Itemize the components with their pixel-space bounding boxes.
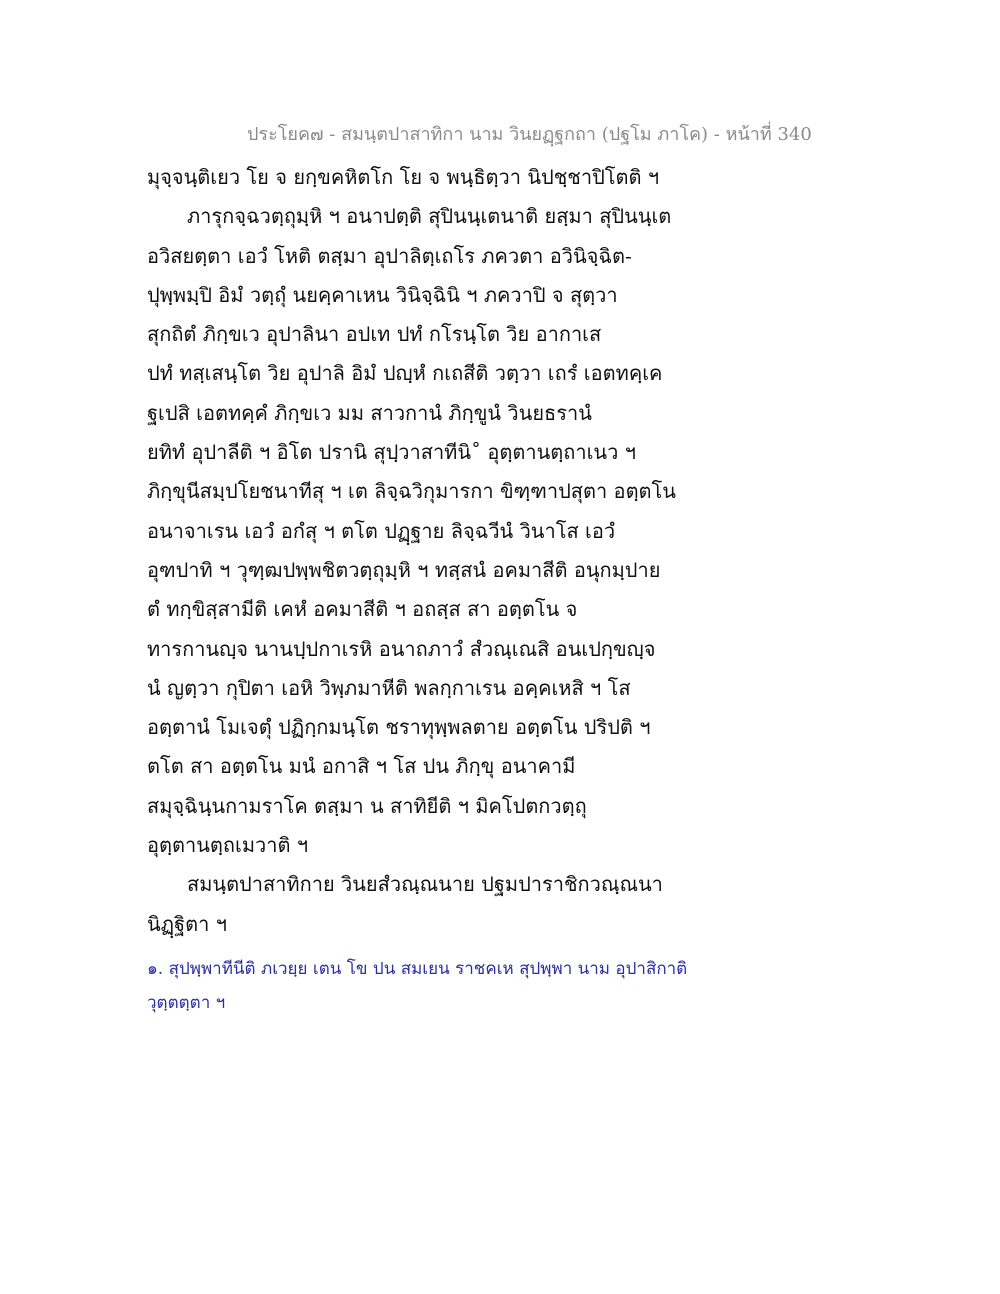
text-line: ฐเปสิ เอตทคฺคํ ภิกฺขเว มม สาวกานํ ภิกฺขูนํ วินยธรานํ [147,400,592,425]
text-line: อตฺตานํ โมเจตุํ ปฏิกฺกมนฺโต ชราทุพฺพลตาย อตฺตโน ปริปติ ฯ [147,715,651,740]
text-line: ปทํ ทสฺเสนฺโต วิย อุปาลิ อิมํ ปญฺหํ กเถสีติ วตฺวา เถรํ เอตทคฺเค [147,361,663,386]
footnote [147,952,707,1020]
body-text [147,158,687,944]
text-line: อุตฺตานตฺถเมวาติ ฯ [147,833,309,858]
text-line: ปุพฺพมฺปิ อิมํ วตฺถุํ นยคฺคาเหน วินิจฺฉินิ ฯ ภควาปิ จ สุตฺวา [147,282,618,307]
text-line: อนาจาเรน เอวํ อกํสุ ฯ ตโต ปฏฺฐาย ลิจฺฉวีนํ วินาโส เอวํ [147,518,616,543]
text-line: ยทิทํ อุปาลีติ ฯ อิโต ปรานิ สุปฺวาสาทีนิ˚ อุตฺตานตฺถาเนว ฯ [147,440,636,465]
text-line: อวิสยตฺตา เอวํ โหติ ตสฺมา อุปาลิตฺเถโร ภควตา อวินิจฺฉิต- [147,243,632,268]
text-line: ภิกฺขุนีสมฺปโยชนาทีสุ ฯ เต ลิจฺฉวิกุมารกา ขิฑฺฑาปสุตา อตฺตโน [147,479,676,504]
text-line: ทารกานญฺจ นานปฺปกาเรหิ อนาถภาวํ สํวณฺเณสิ อนเปกฺขญฺจ [147,636,656,661]
page-header: ประโยค๗ - สมนฺตปาสาทิกา นาม วินยฏฺฐกถา (ปฐโม ภาโค) - หน้าที่ 340 [247,124,812,145]
text-line: ตโต สา อตฺตโน มนํ อกาสิ ฯ โส ปน ภิกฺขุ อนาคามี [147,754,576,779]
footnote-line: วุตฺตตฺตา ฯ [147,993,226,1013]
text-line: ภารุกจฺฉวตฺถุมฺหิ ฯ อนาปตฺติ สุปินนฺเตนาติ ยสฺมา สุปินนฺเต [187,204,672,229]
text-line: ตํ ทกฺขิสฺสามีติ เคหํ อคมาสีติ ฯ อถสฺส สา อตฺตโน จ [147,597,578,622]
text-line: มุจฺจนฺติเยว โย จ ยกฺขคหิตโก โย จ พนฺธิตฺวา นิปชฺชาปิโตติ ฯ [147,165,660,189]
text-line: นํ ญตฺวา กุปิตา เอหิ วิพฺภมาหีติ พลกฺกาเรน อคฺคเหสิ ฯ โส [147,675,631,700]
text-line: นิฏฺฐิตา ฯ [147,911,227,936]
text-line: สมุจฺฉินฺนกามราโค ตสฺมา น สาทิยีติ ฯ มิคโปตกวตฺถุ [147,793,587,818]
text-line: สุกถิตํ ภิกฺขเว อุปาลินา อปเท ปทํ กโรนฺโต วิย อากาเส [147,322,602,347]
text-line: อุฑปาทิ ฯ วุฑฺฒปพฺพชิตวตฺถุมฺหิ ฯ ทสฺสนํ อคมาสีติ อนุกมฺปาย [147,557,661,582]
text-line: สมนฺตปาสาทิกาย วินยสํวณฺณนาย ปฐมปาราชิกวณฺณนา [187,872,663,897]
footnote-line: ๑. สุปพฺพาทีนีติ ภเวยฺย เตน โข ปน สมเยน ราชคเห สุปพฺพา นาม อุปาสิกาติ [147,959,688,979]
